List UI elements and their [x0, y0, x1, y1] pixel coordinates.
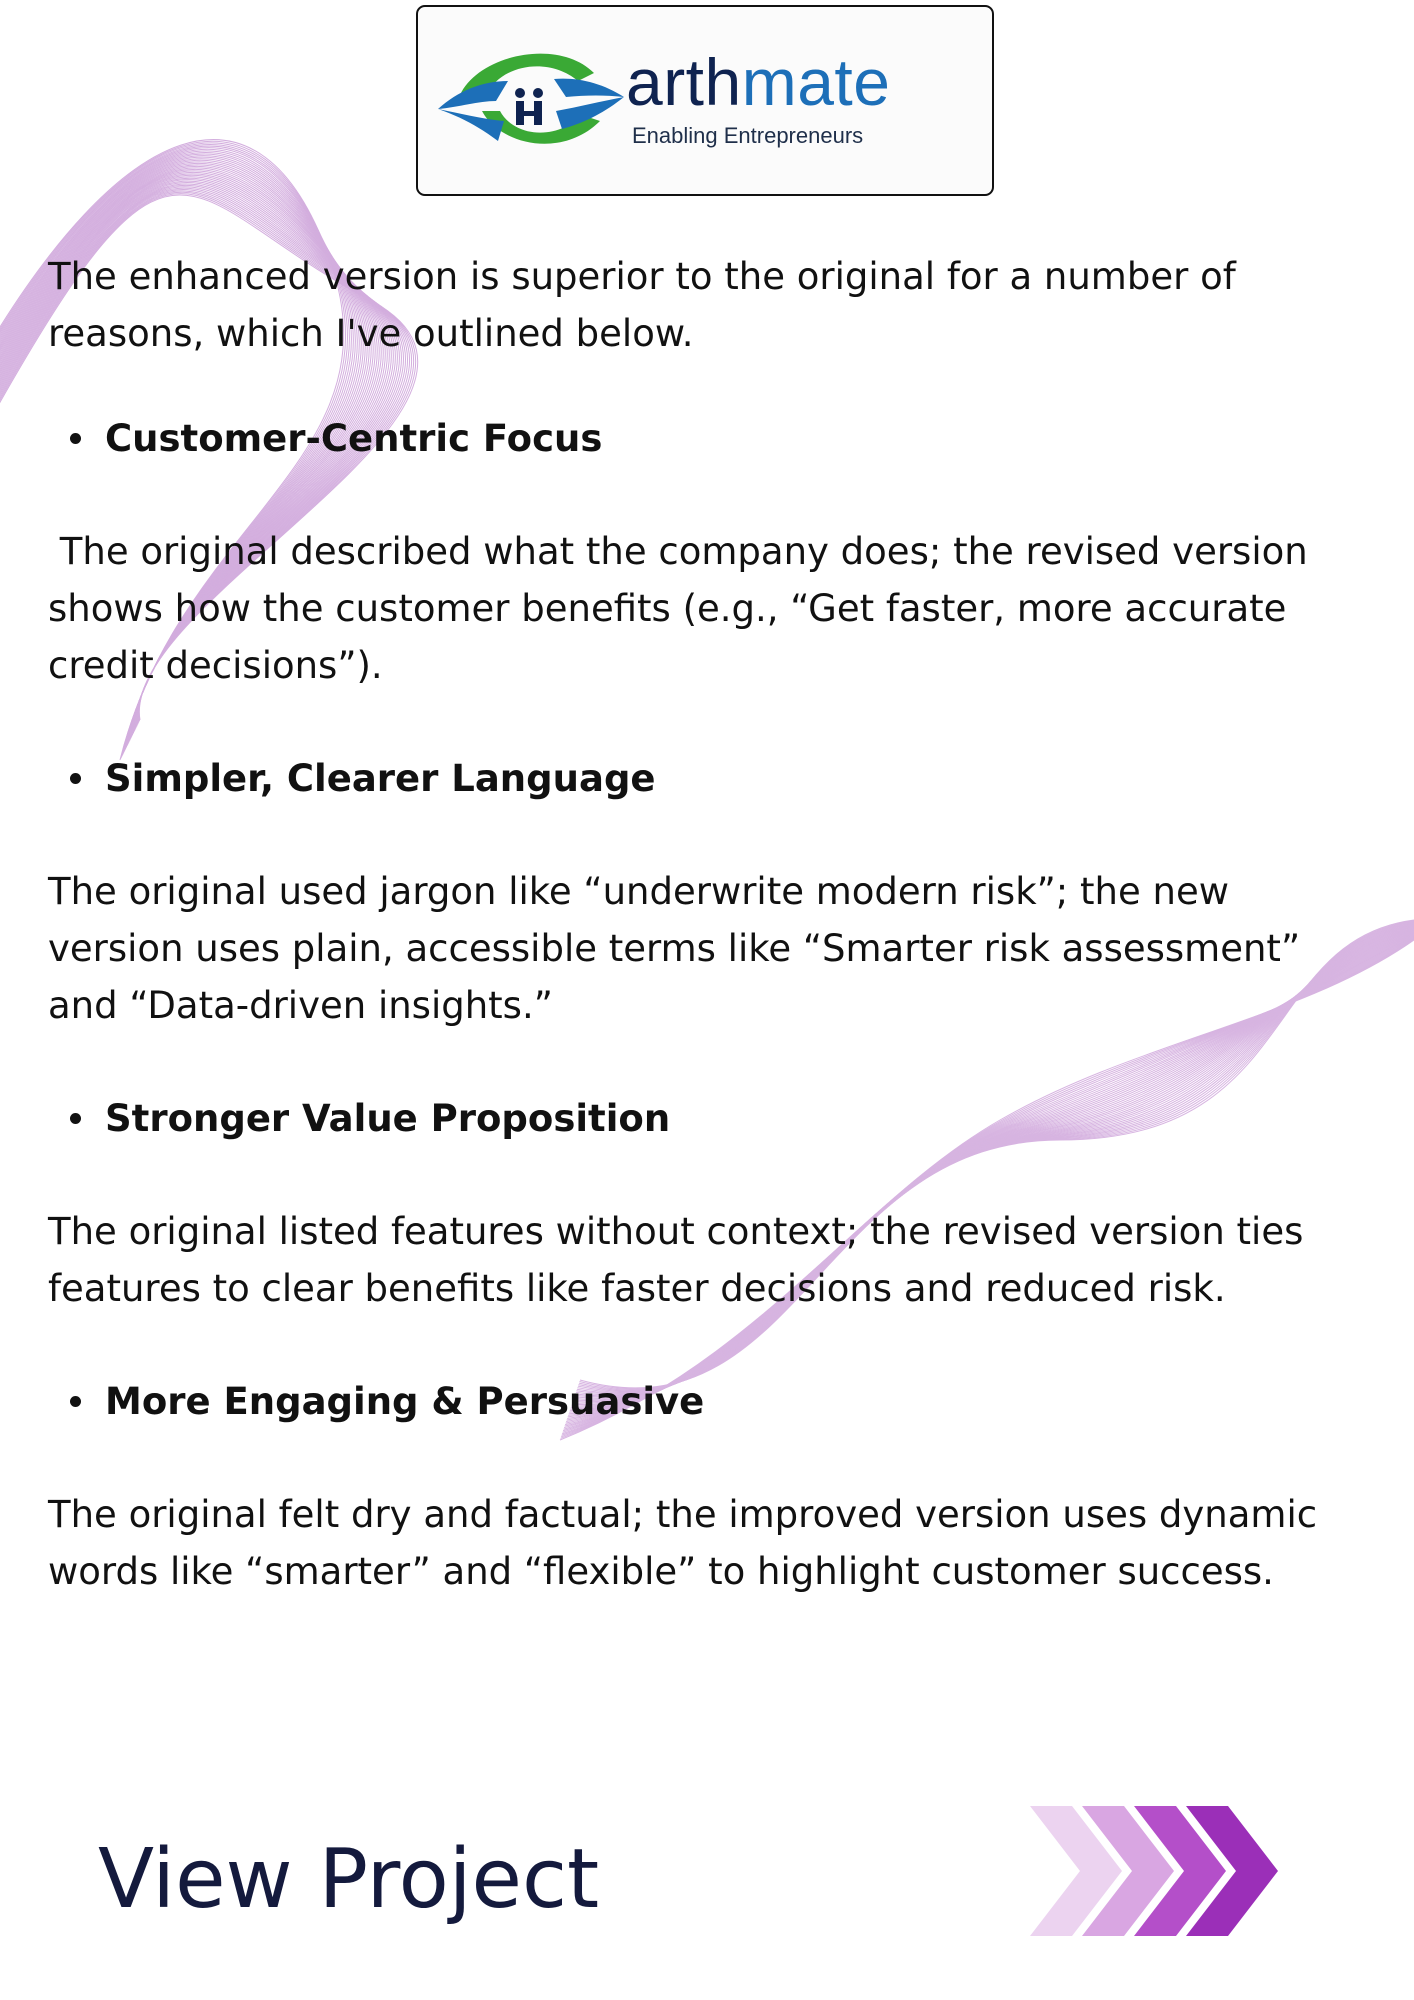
section-heading-text: More Engaging & Persuasive — [105, 1380, 705, 1423]
bullet-dot-icon — [70, 773, 81, 784]
section-heading-engaging-persuasive — [70, 1373, 1368, 1430]
arthmate-logo-icon — [438, 37, 628, 167]
section-body-simpler-language: The original used jargon like “underwrite modern risk”; the new version uses plain, accessible terms like “Smarter risk assessment” and “Data-driven insights.” — [48, 870, 1301, 1027]
brand-tagline: Enabling Entrepreneurs — [632, 123, 864, 148]
bullet-dot-icon — [70, 1113, 81, 1124]
section-body-customer-centric: The original described what the company does; the revised version shows how the customer benefits (e.g., “Get faster, more accurate credit decisions”). — [48, 530, 1308, 687]
section-heading-value-proposition — [70, 1090, 1368, 1147]
chevron-right-arrows-icon[interactable] — [1030, 1806, 1280, 1936]
main-content — [48, 248, 1368, 1656]
brand-name — [626, 45, 891, 119]
view-project-link[interactable]: View Project — [98, 1832, 600, 1927]
section-heading-text: Stronger Value Proposition — [105, 1097, 671, 1140]
bullet-dot-icon — [70, 433, 81, 444]
brand-name-part1: arth — [626, 45, 742, 119]
section-heading-text: Simpler, Clearer Language — [105, 757, 656, 800]
intro-paragraph: The enhanced version is superior to the original for a number of reasons, which I've outlined below. — [48, 255, 1236, 355]
section-body-value-proposition: The original listed features without context; the revised version ties features to clear benefits like faster decisions and reduced risk. — [48, 1210, 1304, 1310]
brand-name-part2: mate — [741, 45, 891, 119]
section-heading-simpler-language — [70, 750, 1368, 807]
section-body-engaging-persuasive: The original felt dry and factual; the improved version uses dynamic words like “smarter” and “flexible” to highlight customer success. — [48, 1493, 1318, 1593]
logo-card — [416, 5, 994, 196]
section-heading-customer-centric — [70, 410, 1368, 467]
section-heading-text: Customer-Centric Focus — [105, 417, 603, 460]
bullet-dot-icon — [70, 1396, 81, 1407]
